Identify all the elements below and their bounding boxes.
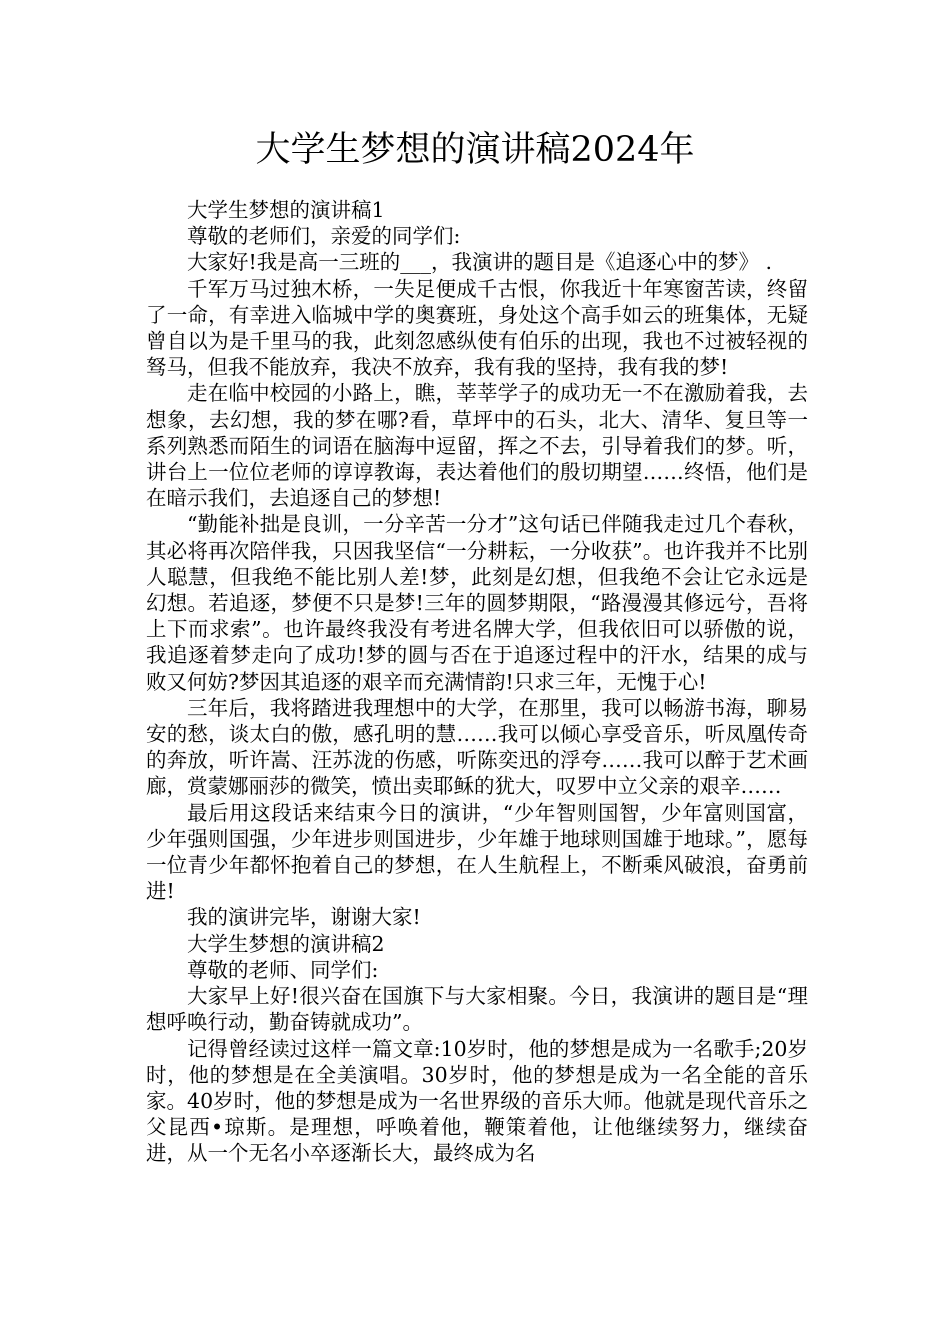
paragraph: 记得曾经读过这样一篇文章:10岁时，他的梦想是成为一名歌手;20岁时，他的梦想是在全美演唱。30岁时，他的梦想是成为一名全能的音乐家。40岁时，他的梦想是成为一名世界级的音乐大师。他就是现代音乐之父昆西•琼斯。是理想，呼唤着他，鞭策着他，让他继续努力，继续奋进，从一个无名小卒逐渐长大，最终成为名 [146, 1036, 808, 1166]
paragraph: “勤能补拙是良训，一分辛苦一分才”这句话已伴随我走过几个春秋，其必将再次陪伴我，只因我坚信“一分耕耘，一分收获”。也许我并不比别人聪慧，但我绝不能比别人差!梦，此刻是幻想，但我绝不会让它永远是幻想。若追逐，梦便不只是梦!三年的圆梦期限，“路漫漫其修远兮，吾将上下而求索”。也许最终我没有考进名牌大学，但我依旧可以骄傲的说，我追逐着梦走向了成功!梦的圆与否在于追逐过程中的汗水，结果的成与败又何妨?梦因其追逐的艰辛而充满情韵!只求三年，无愧于心! [146, 512, 808, 694]
closing-line-1: 我的演讲完毕，谢谢大家! [187, 905, 421, 930]
salutation-1: 尊敬的老师们，亲爱的同学们: [187, 224, 461, 249]
paragraph: 三年后，我将踏进我理想中的大学，在那里，我可以畅游书海，聊易安的愁，谈太白的傲，感孔明的慧……我可以倾心享受音乐，听凤凰传奇的奔放，听许嵩、汪苏泷的伤感，听陈奕迅的浮夸……我可以醉于艺术画廊，赏蒙娜丽莎的微笑，愤出卖耶稣的犹大，叹罗中立父亲的艰辛…… [146, 695, 808, 799]
salutation-2: 尊敬的老师、同学们: [187, 957, 379, 982]
paragraph-intro-2: 大家早上好!很兴奋在国旗下与大家相聚。今日，我演讲的题目是“理想呼唤行动，勤奋铸就成功”。 [146, 984, 808, 1035]
document-body [146, 197, 808, 1167]
document-title: 大学生梦想的演讲稿2024年 [255, 130, 695, 170]
paragraph: 最后用这段话来结束今日的演讲，“少年智则国智，少年富则国富，少年强则国强，少年进步则国进步，少年雄于地球则国雄于地球。”，愿每一位青少年都怀抱着自己的梦想，在人生航程上，不断乘风破浪，奋勇前进! [146, 800, 808, 904]
paragraph-intro-1: 大家好!我是高一三班的___，我演讲的题目是《追逐心中的梦》 . [187, 250, 773, 275]
section-heading-2: 大学生梦想的演讲稿2 [187, 931, 385, 956]
section-heading-1: 大学生梦想的演讲稿1 [187, 198, 385, 222]
paragraph: 走在临中校园的小路上，瞧，莘莘学子的成功无一不在激励着我，去想象，去幻想，我的梦在哪?看，草坪中的石头，北大、清华、复旦等一系列熟悉而陌生的词语在脑海中逗留，挥之不去，引导着我们的梦。听，讲台上一位位老师的谆谆教诲，表达着他们的殷切期望……终悟，他们是在暗示我们，去追逐自己的梦想! [146, 381, 808, 511]
paragraph: 千军万马过独木桥，一失足便成千古恨，你我近十年寒窗苦读，终留了一命，有幸进入临城中学的奥赛班，身处这个高手如云的班集体，无疑曾自以为是千里马的我，此刻忽感纵使有伯乐的出现，我也不过被轻视的驽马，但我不能放弃，我决不放弃，我有我的坚持，我有我的梦! [146, 276, 808, 380]
